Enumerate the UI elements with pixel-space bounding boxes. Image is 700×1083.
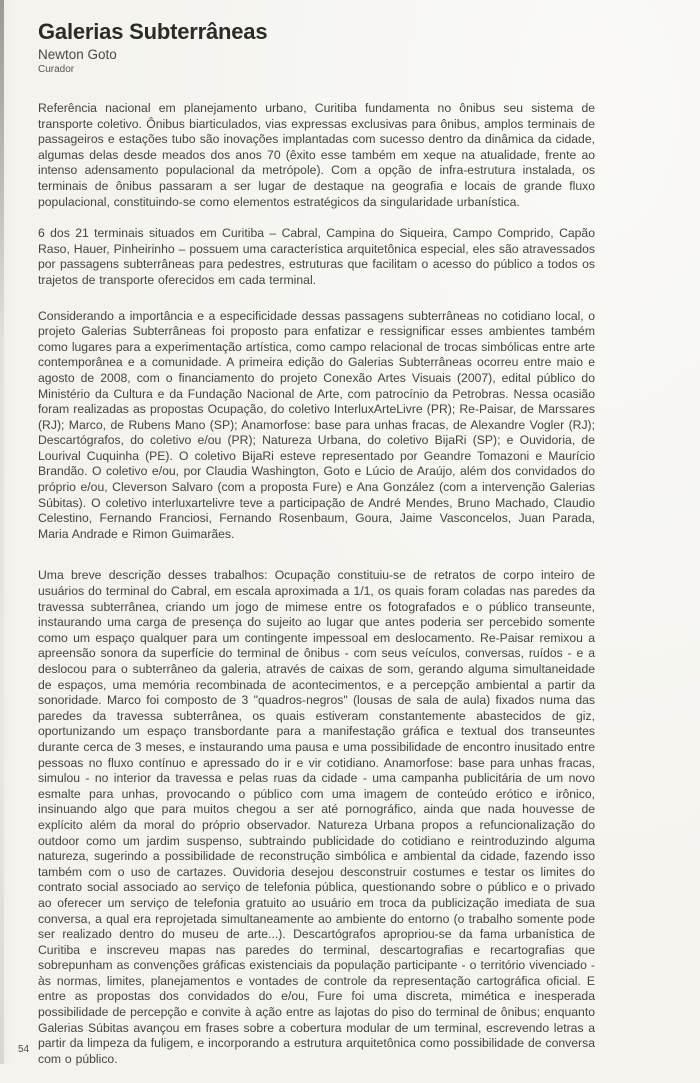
body-paragraph: Referência nacional em planejamento urbano, Curitiba fundamenta no ônibus seu sistema de transporte coletivo. Ônibus biarticulados, vias expressas exclusivas para ônibus, amplos terminais de passageiros e estações tubo são inovações implantadas com sucesso dentro da dinâmica da cidade, algumas delas desde meados dos anos 70 (êxito esse também em xeque na atualidade, frente ao intenso adensamento populacional da metrópole). Com a opção de infra-estrutura instalada, os terminais de ônibus passaram a ser lugar de destaque na geografia e locais de grande fluxo populacional, constituindo-se como elementos estratégicos da singularidade urbanística. <box>38 101 595 209</box>
page-number: 54 <box>18 1044 30 1055</box>
body-paragraph: Considerando a importância e a especificidade dessas passagens subterrâneas no cotidiano local, o projeto Galerias Subterrâneas foi proposto para enfatizar e ressignificar esses ambientes também como lugares para a experimentação artística, como campo relacional de trocas simbólicas entre arte contemporânea e a comunidade. A primeira edição do Galerias Subterrâneas ocorreu entre maio e agosto de 2008, com o financiamento do projeto Conexão Artes Visuais (2007), edital público do Ministério da Cultura e da Fundação Nacional de Arte, com patrocínio da Petrobras. Nessa ocasião foram realizadas as propostas Ocupação, do coletivo InterluxArteLivre (PR); Re-Paisar, de Marssares (RJ); Marco, de Rubens Mano (SP); Anamorfose: base para unhas fracas, de Alexandre Vogler (RJ); Descartógrafos, do coletivo e/ou (PR); Natureza Urbana, do coletivo BijaRi (SP); e Ouvidoria, de Lourival Cuquinha (PE). O coletivo BijaRi esteve representado por Geandre Tomazoni e Maurício Brandão. O coletivo e/ou, por Claudia Washington, Goto e Lúcio de Araújo, além dos convidados do próprio e/ou, Cleverson Salvaro (com a proposta Fure) e Ana González (com a intervenção Galerias Súbitas). O coletivo interluxartelivre teve a participação de André Mendes, Bruno Machado, Claudio Celestino, Fernando Franciosi, Fernando Rosenbaum, Goura, Jaime Vasconcelos, Juan Parada, Maria Andrade e Rimon Guimarães. <box>38 308 595 541</box>
article-header <box>0 0 700 76</box>
article-author: Newton Goto <box>38 47 117 62</box>
body-paragraph: Uma breve descrição desses trabalhos: Ocupação constituiu-se de retratos de corpo inteiro de usuários do terminal do Cabral, em escala aproximada a 1/1, os quais foram coladas nas paredes da travessa subterrânea, criando um jogo de mimese entre os fotografados e o público transeunte, instaurando uma carga de presença do sujeito ao lugar que antes poderia ser percebido somente como um espaço qualquer para um contingente impessoal em deslocamento. Re-Paisar remixou a apreensão sonora da superfície do terminal de ônibus - com seus veículos, conversas, ruídos - e a deslocou para o subterrâneo da galeria, através de caixas de som, gerando alguma simultaneidade de espaços, uma memória recombinada de acontecimentos, e a percepção ambiental a partir da sonoridade. Marco foi composto de 3 "quadros-negros" (lousas de sala de aula) fixados numa das paredes da travessa subterrânea, os quais estiveram constantemente abastecidos de giz, oportunizando um espaço transbordante para a manifestação gráfica e textual dos transeuntes durante cerca de 3 meses, e instaurando uma pausa e uma possibilidade de encontro inusitado entre pessoas no fluxo contínuo e apressado do ir e vir cotidiano. Anamorfose: base para unhas fracas, simulou - no interior da travessa e pelas ruas da cidade - uma campanha publicitária de um novo esmalte para unhas, provocando o público com uma imagem de conteúdo erótico e irônico, insinuando algo que para muitos chegou a ser até pornográfico, ainda que nada houvesse de explícito além da moral do próprio observador. Natureza Urbana propos a refuncionalização do outdoor como um jardim suspenso, subtraindo publicidade do cotidiano e reintroduzindo alguma natureza, sugerindo a possibilidade de reconstrução simbólica e ambiental da cidade, fazendo isso também com o uso de cartazes. Ouvidoria desejou desconstruir costumes e testar os limites do contrato social associado ao serviço de telefonia pública, questionando sobre o público e o privado ao oferecer um serviço de telefonia gratuito ao usuário em troca da publicização imediata de sua conversa, a qual era reprojetada simultaneamente ao ambiente do entorno (o trabalho somente pode ser realizado dentro do museu de arte...). Descartógrafos apropriou-se da fama urbanística de Curitiba e inscreveu mapas nas paredes do terminal, descartografias e recartografias que sobrepunham as convenções gráficas existenciais da população participante - o território vivenciado - às normas, limites, planejamentos e vontades de controle da representação cartográfica oficial. E entre as propostas dos convidados do e/ou, Fure foi uma discreta, mimética e inesperada possibilidade de percepção e convite à ação entre as lajotas do piso do terminal de ônibus; enquanto Galerias Súbitas avançou em frases sobre a cobertura modular de um terminal, escrevendo letras a partir da limpeza da fuligem, e incorporando a estrutura arquitetônica como possibilidade de conversa com o público. <box>38 568 595 1066</box>
article-body <box>38 101 595 1083</box>
scan-edge-artifact <box>0 0 4 1064</box>
article-title: Galerias Subterrâneas <box>38 19 268 44</box>
body-paragraph: 6 dos 21 terminais situados em Curitiba – Cabral, Campina do Siqueira, Campo Comprido, Capão Raso, Hauer, Pinheirinho – possuem uma característica arquitetônica especial, eles são atravessados por passagens subterrâneas para pedestres, estruturas que facilitam o acesso do público a todos os trajetos de transporte oferecidos em cada terminal. <box>38 226 595 287</box>
article-role: Curador <box>38 64 75 75</box>
